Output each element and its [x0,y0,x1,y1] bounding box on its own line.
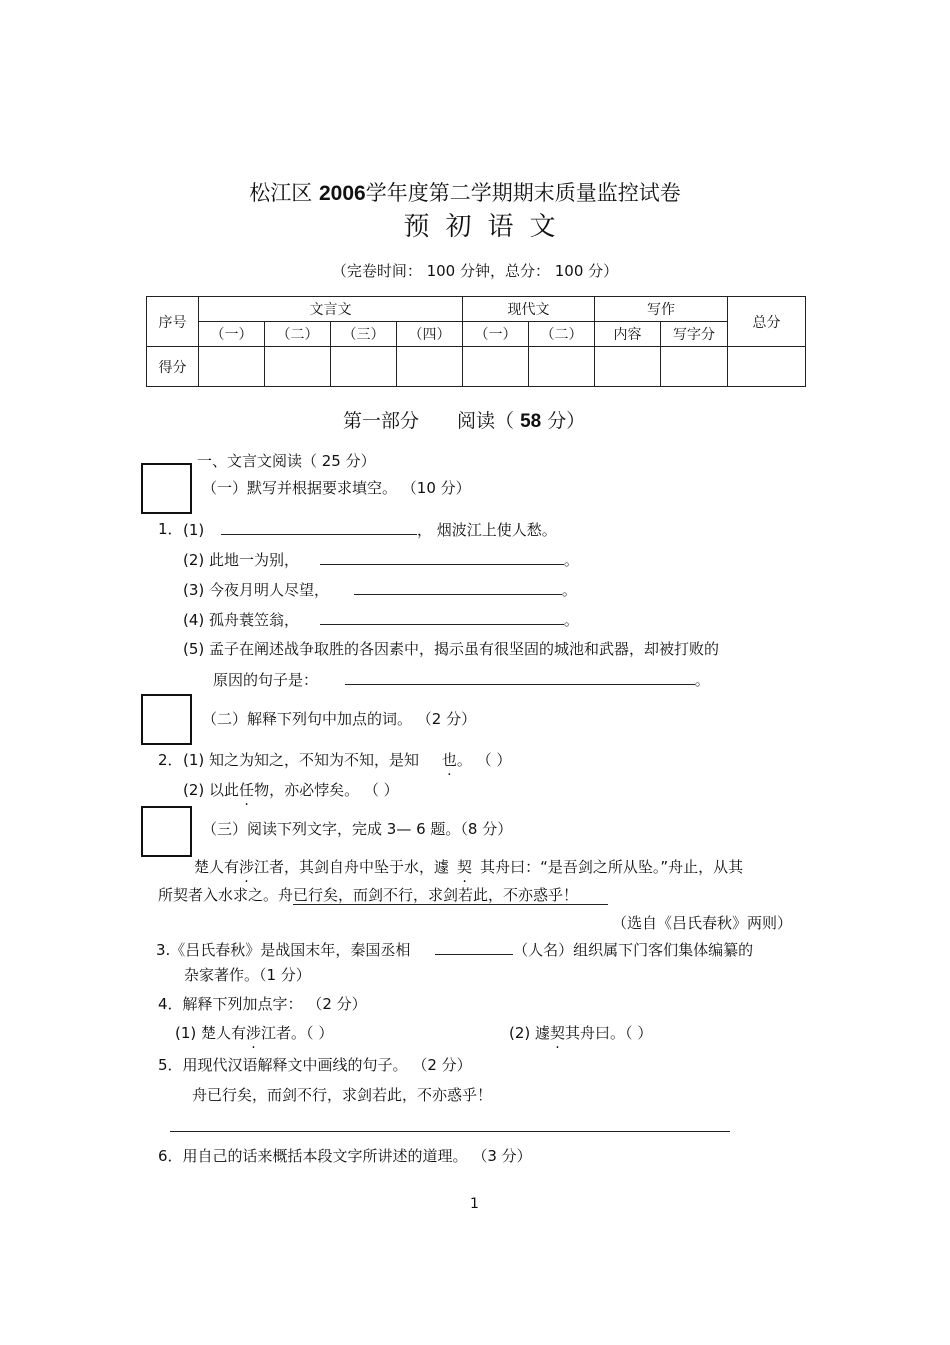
exam-title: 松江区 2006学年度第二学期期末质量监控试卷 [249,181,681,205]
q1-item: (2) 此地一为别， 。 [183,551,579,569]
dotted-char: 任 [239,781,255,799]
dotted-char: 契 [457,858,473,876]
row-label-xuhao: 序号 [147,297,199,347]
sub-header: 写字分 [661,322,728,347]
q3-line2: 杂家著作。（1 分） [184,966,311,984]
score-cell [397,347,463,387]
section1-title: 一、文言文阅读（ 25 分） [197,452,376,470]
score-cell [199,347,265,387]
score-cell [463,347,529,387]
q6-title: 6．用自己的话来概括本段文字所讲述的道理。 （3 分） [158,1147,532,1165]
q5-title: 5．用现代汉语解释文中画线的句子。 （2 分） [158,1056,472,1074]
q1-number: 1． [158,520,183,538]
dotted-char: 涉 [239,858,255,876]
passage-source: （选自《吕氏春秋》两则） [612,914,793,932]
row-label-defen: 得分 [147,347,199,387]
exam-year: 2006 [318,182,366,205]
q5-sentence: 舟已行矣，而剑不行，求剑若此，不亦惑乎！ [192,1086,493,1104]
q4-item: (1) 楚人有涉江者。（ ） [175,1024,334,1042]
answer-blank[interactable] [345,670,695,685]
sub-header: （四） [397,322,463,347]
group-xiandai: 现代文 [463,297,595,322]
answer-blank[interactable] [320,550,564,565]
answer-line[interactable] [170,1131,730,1132]
q2-number: 2． [158,751,183,769]
answer-blank[interactable] [221,520,417,535]
q1-item: (3) 今夜月明人尽望， 。 [183,581,577,599]
sub-header: （一） [463,322,529,347]
score-cell [331,347,397,387]
sub-header: （一） [199,322,265,347]
group-xiezuo: 写作 [595,297,728,322]
score-table [146,296,806,387]
sub1-title: （一）默写并根据要求填空。 （10 分） [202,479,471,497]
underlined-sentence: 已行矣，而剑不行，求剑若此，不亦惑乎！ [293,886,608,905]
q1-item: (5) 孟子在阐述战争取胜的各因素中，揭示虽有很坚固的城池和武器，却被打败的 [183,640,720,658]
score-box [141,463,192,514]
sub2-title: （二）解释下列句中加点的词。 （2 分） [202,710,477,728]
score-cell [265,347,331,387]
score-box [141,806,192,857]
sub-header: （二） [265,322,331,347]
q3-line: 3.《吕氏春秋》是战国末年，秦国丞相 （人名）组织属下门客们集体编纂的 [156,941,754,959]
exam-subject: 预初语文 [403,212,572,242]
total-label: 总分 [728,297,806,347]
dotted-char: 契 [550,1024,566,1042]
q4-title: 4．解释下列加点字： （2 分） [158,995,367,1013]
sub3-title: （三）阅读下列文字，完成 3— 6 题。（8 分） [202,820,513,838]
score-cell [529,347,595,387]
passage-line: 所契者入水求之。舟已行矣，而剑不行，求剑若此，不亦惑乎！ [158,886,608,904]
sub-header: （二） [529,322,595,347]
answer-blank[interactable] [320,610,564,625]
sub-header: （三） [331,322,397,347]
score-cell [661,347,728,387]
passage-line: 楚人有涉江者，其剑自舟中坠于水，遽 契 其舟曰：“是吾剑之所从坠。”舟止，从其 [194,858,744,876]
answer-blank[interactable] [354,580,562,595]
page-number: 1 [470,1196,479,1212]
score-cell [595,347,661,387]
group-wenyan: 文言文 [199,297,463,322]
q1-item: (4) 孤舟蓑笠翁， 。 [183,611,579,629]
score-cell [728,347,806,387]
dotted-char: 涉 [246,1024,262,1042]
q2-item: (1) 知之为知之，不知为不知，是知 也。 （ ） [183,751,512,769]
answer-blank[interactable] [435,940,513,955]
sub-header: 内容 [595,322,661,347]
score-box [141,694,192,745]
exam-info: （完卷时间： 100 分钟，总分： 100 分） [331,262,619,280]
q1-item5-line2: 原因的句子是： 。 [213,671,710,689]
q2-item: (2) 以此任物，亦必悖矣。 （ ） [183,781,399,799]
q4-item: (2) 遽契其舟曰。（ ） [509,1024,653,1042]
q1-item: (1) ， 烟波江上使人愁。 [183,521,557,539]
dotted-char: 也 [441,751,457,769]
part1-heading: 第一部分 阅读（ 58 分） [343,410,586,432]
